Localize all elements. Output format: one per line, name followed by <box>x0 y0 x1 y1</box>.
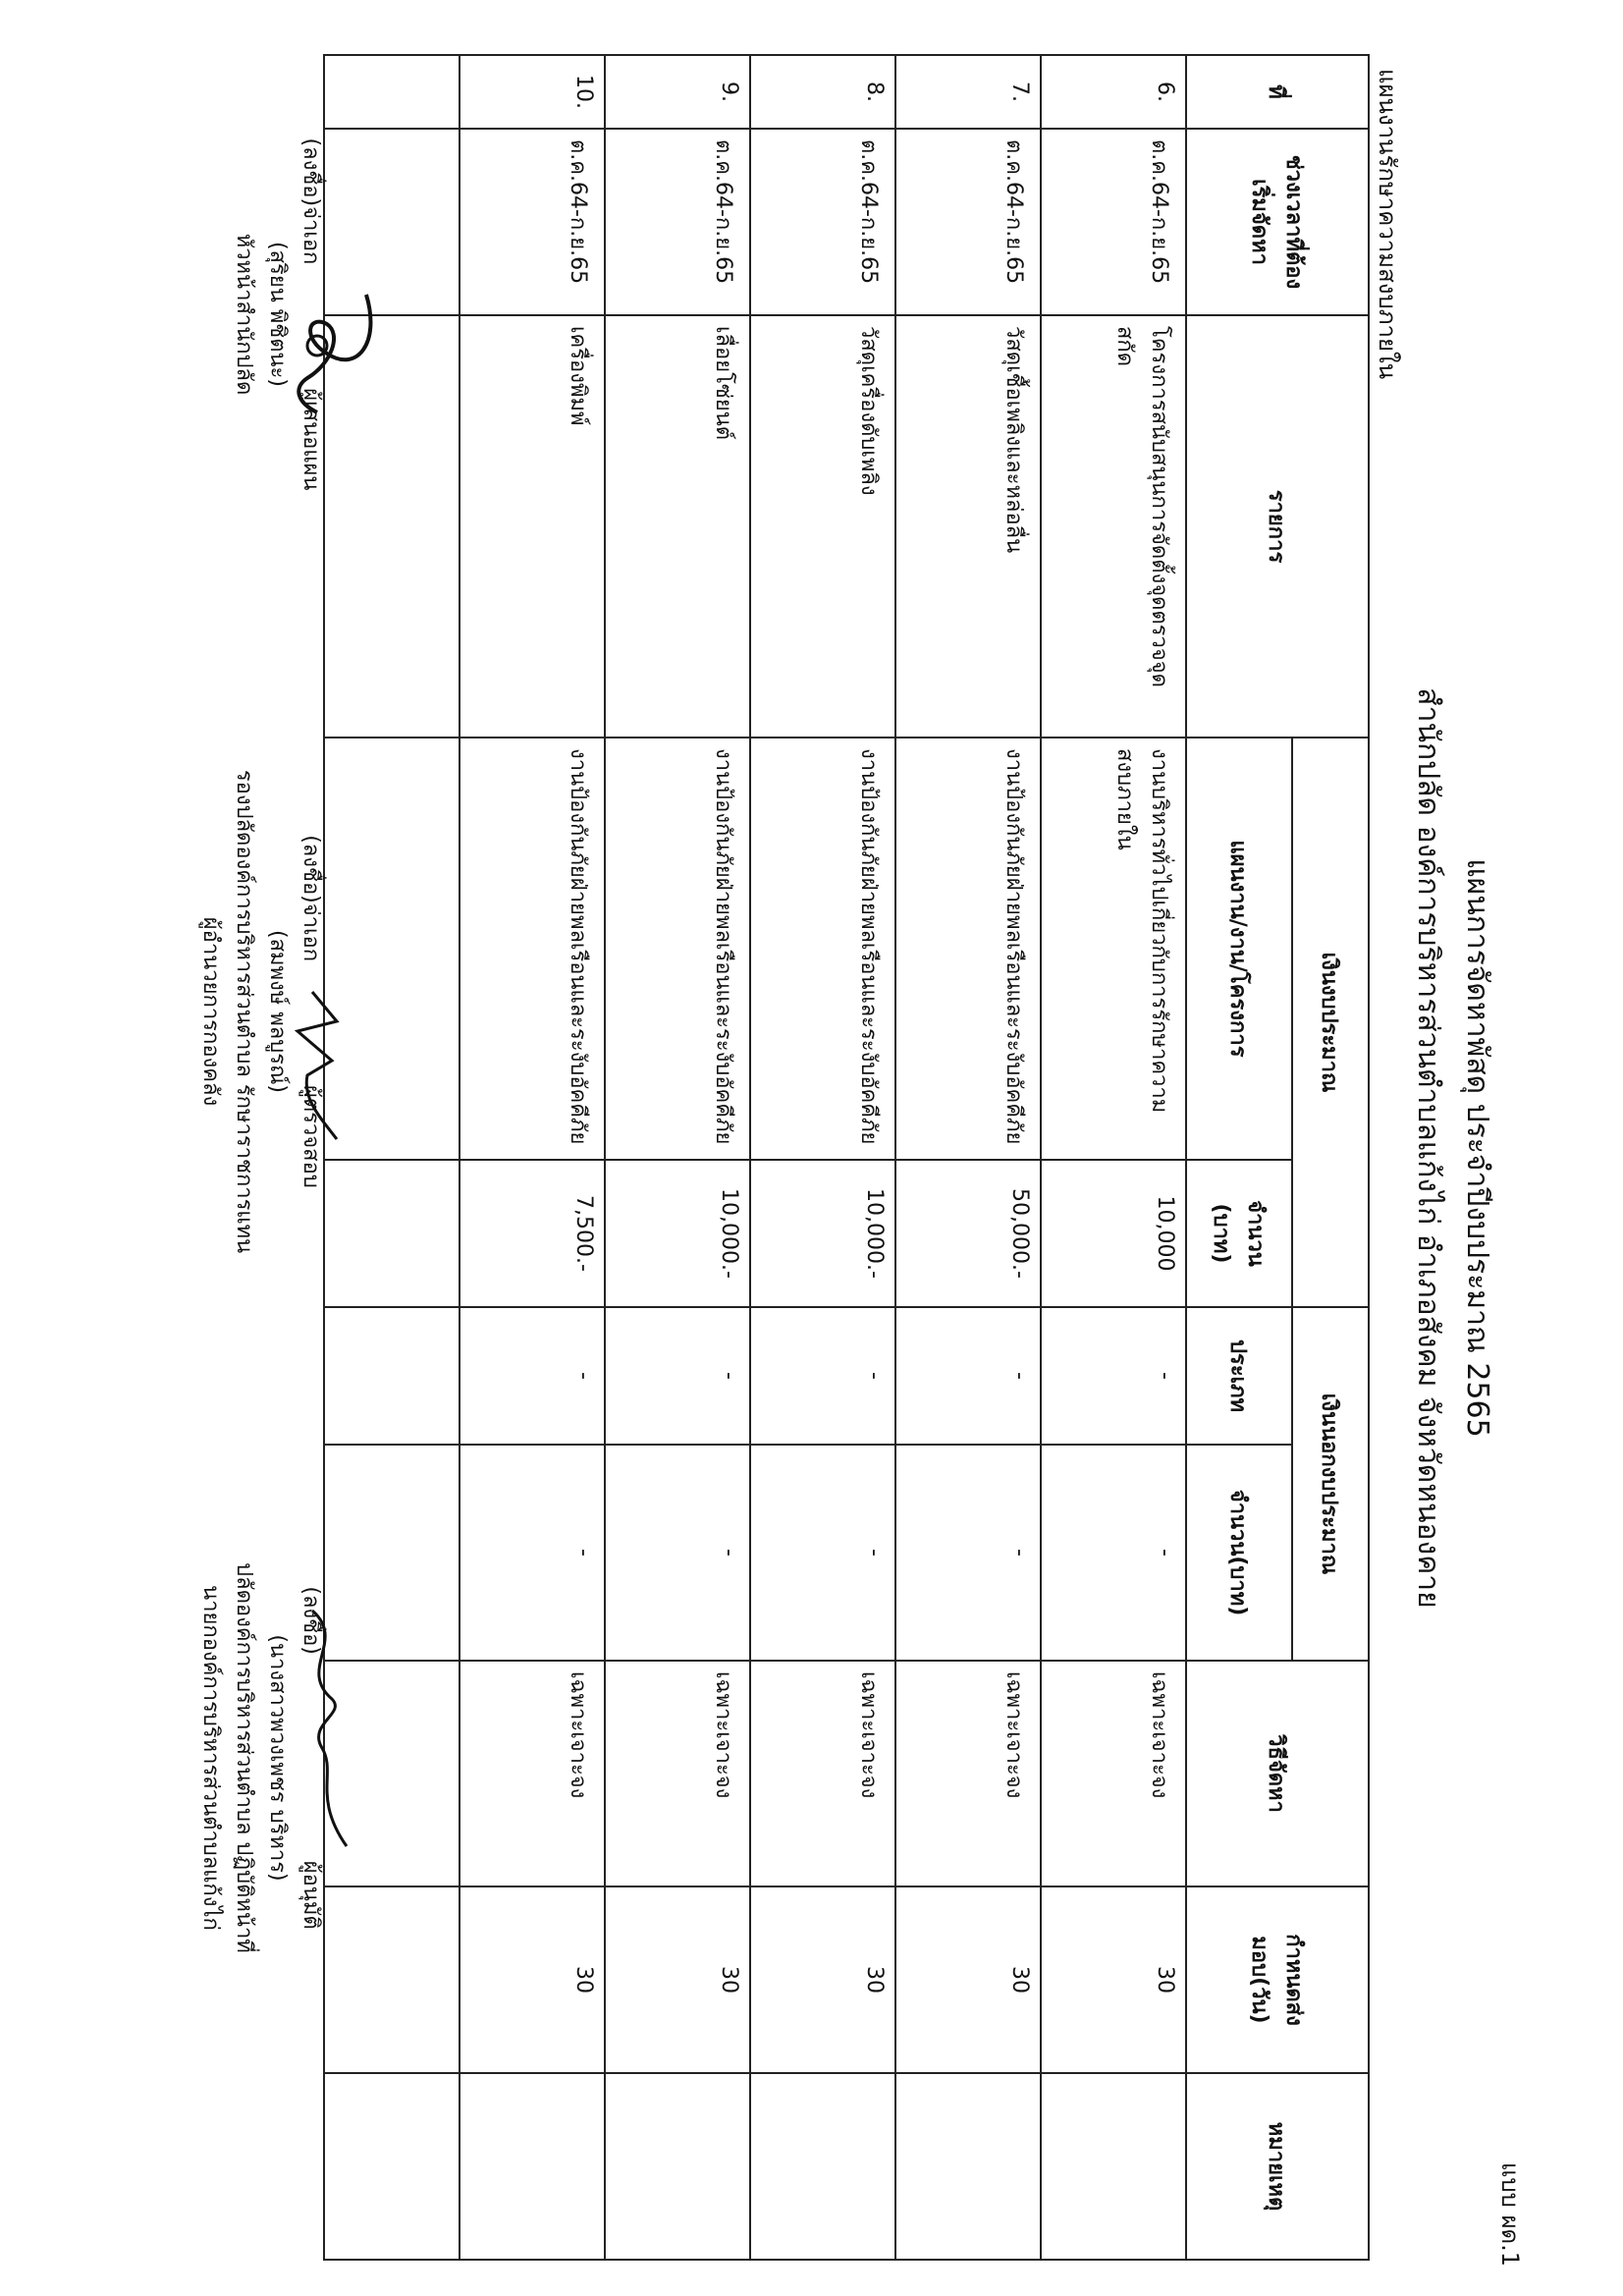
row-item: เครื่องพิมพ์ <box>460 315 605 738</box>
signer-name: (สุริยน พิชิตนะ) <box>265 242 290 387</box>
row-amount: 7,500.- <box>460 1160 605 1307</box>
row-method: เฉพาะเจาะจง <box>1041 1661 1186 1886</box>
row-method: เฉพาะเจาะจง <box>460 1661 605 1886</box>
row-remark <box>460 2073 605 2260</box>
empty-cell <box>324 1886 460 2073</box>
row-delivery: 30 <box>1041 1886 1186 2073</box>
row-period: ต.ค.64-ก.ย.65 <box>1041 129 1186 315</box>
table-row <box>750 55 895 2260</box>
header-budget-amount: จำนวน (บาท) <box>1186 1160 1292 1307</box>
header-extra-type: ประเภท <box>1186 1307 1292 1445</box>
row-item: วัสดุเครื่องดับเพลิง <box>750 315 895 738</box>
signer-position: ปลัดองค์การบริหารส่วนตำบล ปฏิบัติหน้าที่ <box>232 1562 256 1953</box>
row-plan: งานป้องกันภัยฝ่ายพลเรือนและระงับอัคคีภัย <box>750 738 895 1160</box>
row-no: 9. <box>605 55 750 129</box>
row-extra-amount: - <box>605 1445 750 1661</box>
header-remark: หมายเหตุ <box>1186 2073 1369 2260</box>
signer-name: (นางสาวพวงเพชร บริหาร) <box>265 1634 290 1882</box>
row-extra-type: - <box>460 1307 605 1445</box>
row-extra-type: - <box>750 1307 895 1445</box>
row-delivery: 30 <box>460 1886 605 2073</box>
row-item: วัสดุเชื้อเพลิงและหล่อลื่น <box>895 315 1041 738</box>
header-budget: เงินงบประมาณ <box>1292 738 1369 1307</box>
handwritten-signature-2 <box>283 982 352 1149</box>
row-amount: 50,000.- <box>895 1160 1041 1307</box>
signature-block-reviewer <box>193 668 327 1355</box>
document-subtitle: สำนักปลัด องค์การบริหารส่วนตำบลแก้งไก่ อำเภอสังคม จังหวัดหนองคาย <box>1411 687 1445 1609</box>
row-method: เฉพาะเจาะจง <box>605 1661 750 1886</box>
row-extra-type: - <box>605 1307 750 1445</box>
row-plan: งานป้องกันภัยฝ่ายพลเรือนและระงับอัคคีภัย <box>460 738 605 1160</box>
row-no: 10. <box>460 55 605 129</box>
row-method: เฉพาะเจาะจง <box>895 1661 1041 1886</box>
header-item: รายการ <box>1186 315 1369 738</box>
row-delivery: 30 <box>750 1886 895 2073</box>
row-plan: งานป้องกันภัยฝ่ายพลเรือนและระงับอัคคีภัย <box>895 738 1041 1160</box>
signer-position: รองปลัดองค์การบริหารส่วนตำบล รักษาราชการแทน <box>232 769 256 1254</box>
table-row <box>895 55 1041 2260</box>
table-row <box>460 55 605 2260</box>
row-extra-amount: - <box>460 1445 605 1661</box>
signer-role: ผู้อนุมัติ <box>298 1860 323 1930</box>
row-item: โครงการสนับสนุนการจัดตั้งจุดตรวจจุดสกัด <box>1041 315 1186 738</box>
row-no: 8. <box>750 55 895 129</box>
row-extra-amount: - <box>895 1445 1041 1661</box>
row-remark <box>605 2073 750 2260</box>
row-extra-amount: - <box>1041 1445 1186 1661</box>
row-amount: 10,000.- <box>605 1160 750 1307</box>
row-plan: งานบริหารทั่วไปเกี่ยวกับการรักษาความสงบภายใน <box>1041 738 1186 1160</box>
row-period: ต.ค.64-ก.ย.65 <box>750 129 895 315</box>
signer-role: ผู้ตรวจสอบ <box>298 1084 323 1188</box>
document-title: แผนการจัดหาพัสดุ ประจำปีงบประมาณ 2565 <box>1460 858 1494 1438</box>
row-delivery: 30 <box>605 1886 750 2073</box>
header-delivery: กำหนดส่งมอบ(วัน) <box>1186 1886 1369 2073</box>
signer-position-2: ผู้อำนวยการกองคลัง <box>198 916 223 1107</box>
row-remark <box>750 2073 895 2260</box>
sign-prefix: (ลงชื่อ)จ่าเอก <box>298 137 323 265</box>
row-remark <box>1041 2073 1186 2260</box>
row-amount: 10,000.- <box>750 1160 895 1307</box>
empty-cell <box>324 1160 460 1307</box>
row-no: 6. <box>1041 55 1186 129</box>
row-period: ต.ค.64-ก.ย.65 <box>605 129 750 315</box>
header-method: วิธีจัดหา <box>1186 1661 1369 1886</box>
sign-prefix: (ลงชื่อ)จ่าเอก <box>298 835 323 962</box>
header-period: ช่วงเวลาที่ต้องเริ่มจัดหา <box>1186 129 1369 315</box>
handwritten-signature-3 <box>288 1601 366 1856</box>
row-period: ต.ค.64-ก.ย.65 <box>460 129 605 315</box>
signer-position: หัวหน้าสำนักปลัด <box>232 233 256 396</box>
table-row <box>1041 55 1186 2260</box>
row-remark <box>895 2073 1041 2260</box>
row-amount: 10,000 <box>1041 1160 1186 1307</box>
row-extra-type: - <box>895 1307 1041 1445</box>
row-method: เฉพาะเจาะจง <box>750 1661 895 1886</box>
sign-prefix: (ลงชื่อ) <box>298 1586 323 1655</box>
header-budget-plan: แผนงาน/งาน/โครงการ <box>1186 738 1292 1160</box>
empty-cell <box>324 1307 460 1445</box>
signer-name: (สมพงษ์ พลบูรณ์) <box>265 929 290 1093</box>
empty-cell <box>324 2073 460 2260</box>
table-row <box>605 55 750 2260</box>
row-extra-amount: - <box>750 1445 895 1661</box>
row-extra-type: - <box>1041 1307 1186 1445</box>
signature-block-proposer <box>227 79 327 550</box>
row-no: 7. <box>895 55 1041 129</box>
header-no: ที่ <box>1186 55 1369 129</box>
empty-cell <box>324 55 460 129</box>
form-code: แบบ ผด.1 <box>1496 2161 1524 2267</box>
header-extra-amount: จำนวน(บาท) <box>1186 1445 1292 1661</box>
header-extra-budget: เงินนอกงบประมาณ <box>1292 1307 1369 1661</box>
row-delivery: 30 <box>895 1886 1041 2073</box>
row-plan: งานป้องกันภัยฝ่ายพลเรือนและระงับอัคคีภัย <box>605 738 750 1160</box>
row-item: เลื่อยโซ่ยนต์ <box>605 315 750 738</box>
handwritten-signature-1 <box>278 285 386 422</box>
procurement-plan-table <box>323 54 1370 2261</box>
signer-role: ผู้เสนอแผน <box>298 388 323 491</box>
signature-block-approver <box>193 1404 327 2111</box>
plan-name: แผนงานรักษาความสงบภายใน <box>1374 69 1401 380</box>
signer-position-2: นายกองค์การบริหารส่วนตำบลแก้งไก่ <box>198 1585 223 1931</box>
row-period: ต.ค.64-ก.ย.65 <box>895 129 1041 315</box>
